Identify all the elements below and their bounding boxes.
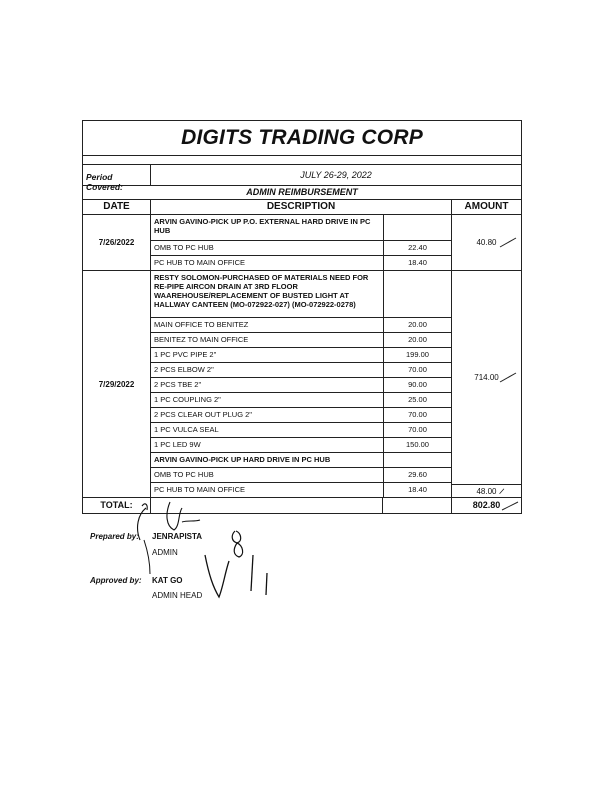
group-date: 7/29/2022 [83,271,151,497]
row-value: 150.00 [383,438,451,452]
table-row [151,256,451,270]
row-description: 1 PC PVC PIPE 2" [154,350,217,359]
group-amount: 40.80 [476,238,497,247]
approved-role: ADMIN HEAD [152,591,203,600]
total-label: TOTAL: [83,498,151,513]
row-value: 18.40 [383,256,451,270]
check-mark-icon [499,485,509,497]
amount-upper [452,271,521,485]
row-description: RESTY SOLOMON-PURCHASED OF MATERIALS NEED FOR RE-PIPE AIRCON DRAIN AT 3RD FLOOR WAAREHOUSE/REPLACEMENT OF BUSTED LIGHT AT HALLWAY CANTEEN (MO-072922-027) (MO-072922-0278) [154,273,369,309]
table-header [83,200,521,215]
prepared-role: ADMIN [152,548,178,557]
row-value: 18.40 [383,483,451,497]
check-mark-icon [499,372,517,384]
prepared-name: JENRAPISTA [152,532,203,541]
second-amount: 48.00 [476,486,497,496]
row-value: 90.00 [383,378,451,392]
row-value: 25.00 [383,393,451,407]
company-title: DIGITS TRADING CORP [83,121,521,156]
table-row [151,271,451,318]
row-value [383,453,451,467]
row-description: 1 PC VULCA SEAL [154,425,219,434]
group-rows [151,271,451,497]
total-amount-cell [451,498,521,513]
row-description: OMB TO PC HUB [154,470,214,479]
prepared-label: Prepared by: [90,532,139,541]
approved-name: KAT GO [152,576,183,585]
row-description: ARVIN GAVINO-PICK UP P.O. EXTERNAL HARD DRIVE IN PC HUB [154,217,371,235]
table-row [151,468,451,483]
table-row [151,483,451,497]
row-description: OMB TO PC HUB [154,243,214,252]
date-group-2 [83,271,521,498]
approved-label: Approved by: [90,576,142,585]
table-row [151,453,451,468]
row-description: BENITEZ TO MAIN OFFICE [154,335,249,344]
header-date: DATE [83,200,151,214]
period-value: JULY 26-29, 2022 [300,170,372,180]
row-description: 1 PC COUPLING 2" [154,395,221,404]
row-description: PC HUB TO MAIN OFFICE [154,258,245,267]
amount-lower [452,485,521,497]
header-description: DESCRIPTION [266,201,336,212]
table-row [151,393,451,408]
row-value: 20.00 [383,333,451,347]
row-description: 2 PCS TBE 2" [154,380,202,389]
table-row [151,423,451,438]
group-date: 7/26/2022 [83,215,151,270]
row-value: 199.00 [383,348,451,362]
group-amount-cell [451,271,521,497]
row-value [383,271,451,317]
table-row [151,408,451,423]
total-amount: 802.80 [472,500,501,510]
row-description: PC HUB TO MAIN OFFICE [154,485,245,494]
reimbursement-sheet [82,120,522,514]
table-row [151,241,451,256]
signature-approved-scribble [195,525,285,605]
row-value: 70.00 [383,408,451,422]
row-value: 70.00 [383,363,451,377]
row-description: MAIN OFFICE TO BENITEZ [154,320,249,329]
check-mark-icon [501,500,519,512]
table-row [151,438,451,453]
spacer-row [83,156,521,165]
row-value [383,215,451,240]
row-value: 70.00 [383,423,451,437]
table-row [151,363,451,378]
check-mark-icon [499,237,517,249]
date-group-1 [83,215,521,271]
total-blank-value [382,498,451,513]
group-amount-cell [451,215,521,270]
period-label: Period Covered: [83,165,151,185]
row-description: 1 PC LED 9W [154,440,201,449]
table-row [151,215,451,241]
row-value: 22.40 [383,241,451,255]
header-amount: AMOUNT [451,200,521,214]
table-row [151,318,451,333]
row-description: 2 PCS CLEAR OUT PLUG 2" [154,410,252,419]
table-row [151,333,451,348]
group-rows [151,215,451,270]
group-amount: 714.00 [474,373,499,382]
row-description: 2 PCS ELBOW 2" [154,365,214,374]
table-row [151,378,451,393]
table-row [151,348,451,363]
row-value: 20.00 [383,318,451,332]
row-value: 29.60 [383,468,451,482]
row-description: ARVIN GAVINO-PICK UP HARD DRIVE IN PC HUB [154,455,331,464]
sheet-subtitle: ADMIN REIMBURSEMENT [83,186,521,200]
